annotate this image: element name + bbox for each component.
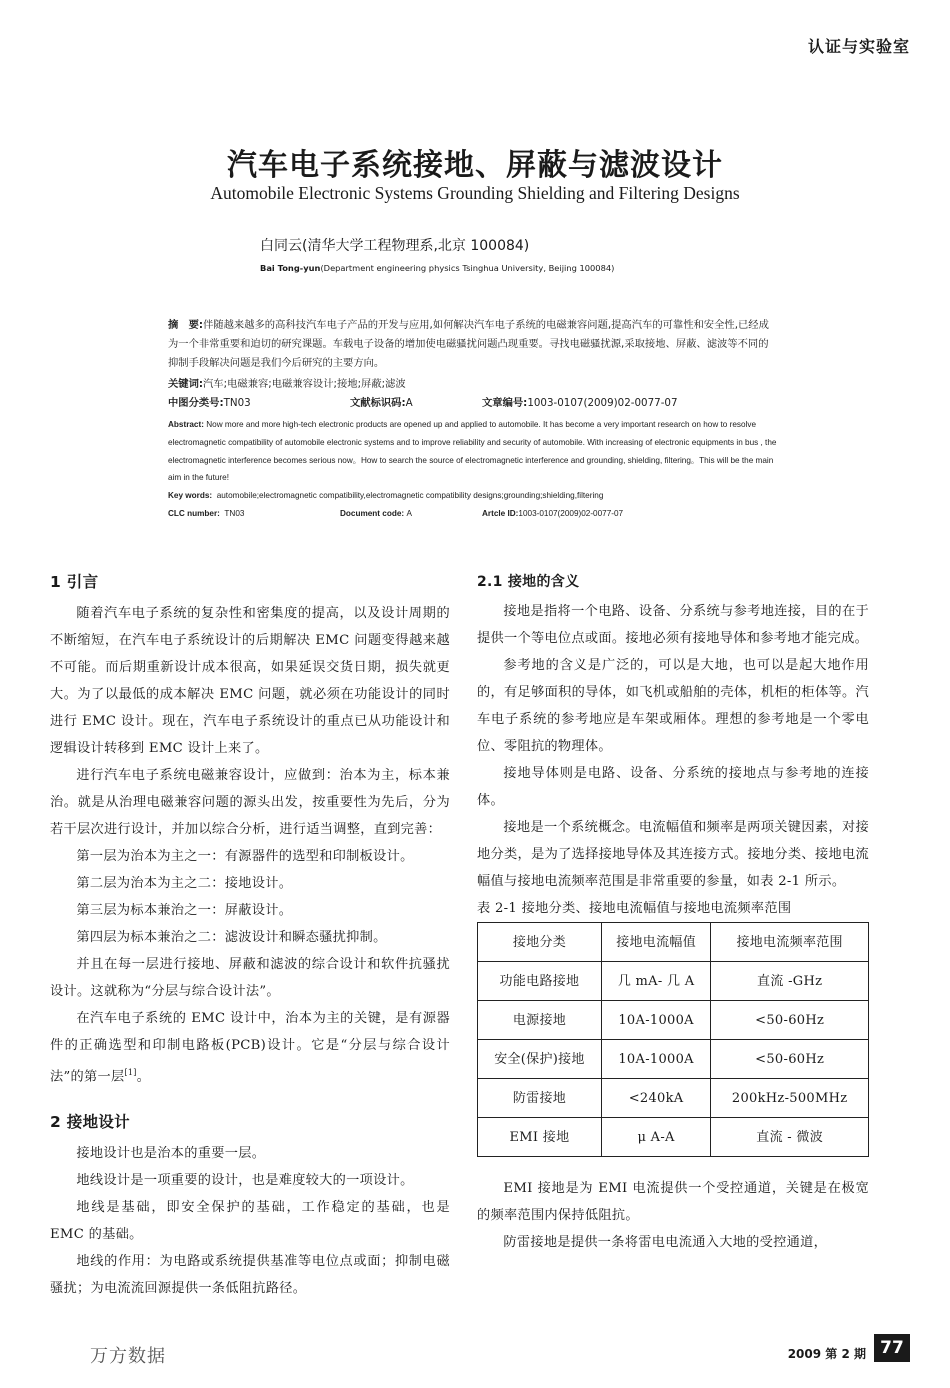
abstract-cn-label: 摘 要:	[168, 319, 204, 331]
table-row	[478, 1118, 869, 1157]
table-cell: 200kHz-500MHz	[711, 1079, 869, 1118]
paragraph: 参考地的含义是广泛的，可以是大地，也可以是起大地作用的，有足够面积的导体，如飞机或船舶的壳体，机柜的柜体等。汽车电子系统的参考地应是车架或厢体。理想的参考地是一个零电位、零阻抗的物理体。	[477, 658, 869, 754]
table-header-cell: 接地分类	[478, 923, 602, 962]
paragraph: 随着汽车电子系统的复杂性和密集度的提高，以及设计周期的不断缩短，在汽车电子系统设计的后期解决 EMC 问题变得越来越不可能。而后期重新设计成本很高，如果延误交货日期，损失就更大。为了以最低的成本解决 EMC 问题，就必须在功能设计的同时进行 EMC 设计。现在，汽车电子系统设计的重点已从功能设计和逻辑设计转移到 EMC 设计上来了。	[50, 606, 450, 756]
meta-en-row	[168, 505, 778, 523]
table-header-cell: 接地电流幅值	[601, 923, 710, 962]
issue-info: 2009 第 2 期	[787, 1347, 866, 1361]
paragraph: 并且在每一层进行接地、屏蔽和滤波的综合设计和软件抗骚扰设计。这就称为“分层与综合设计法”。	[50, 957, 450, 999]
clc-cn-label: 中图分类号:	[168, 397, 224, 409]
layer-item-3: 第三层为标本兼治之一：屏蔽设计。	[76, 903, 293, 918]
author-en-affiliation: (Department engineering physics Tsinghua University, Beijing 100084)	[320, 263, 615, 273]
table-caption: 表 2-1 接地分类、接地电流幅值与接地电流频率范围	[477, 901, 792, 916]
table-cell: EMI 接地	[478, 1118, 602, 1157]
layer-item-4: 第四层为标本兼治之二：滤波设计和瞬态骚扰抑制。	[76, 930, 387, 945]
paragraph: EMI 接地是为 EMI 电流提供一个受控通道，关键是在极宽的频率范围内保持低阻抗。	[477, 1181, 869, 1223]
table-header-row	[478, 923, 869, 962]
layer-item-2: 第二层为治本为主之二：接地设计。	[76, 876, 293, 891]
watermark: 万方数据	[90, 1346, 166, 1367]
doc-code-en-value: A	[406, 508, 412, 518]
abstract-en-label: Abstract:	[168, 420, 204, 429]
paragraph: 接地设计也是治本的重要一层。	[76, 1146, 266, 1162]
keywords-en	[168, 487, 778, 505]
paragraph	[50, 1005, 450, 1090]
table-row	[478, 1040, 869, 1079]
author-en-name: Bai Tong-yun	[260, 263, 321, 273]
title-chinese: 汽车电子系统接地、屏蔽与滤波设计	[227, 148, 723, 183]
abstract-en	[168, 416, 778, 487]
paragraph: 地线是基础，即安全保护的基础，工作稳定的基础，也是 EMC 的基础。	[50, 1200, 450, 1243]
paragraph-text: 在汽车电子系统的 EMC 设计中，治本为主的关键，是有源器件的正确选型和印制电路板(PCB)设计。它是“分层与综合设计法”的第一层	[50, 1011, 450, 1085]
table-cell: 直流 -GHz	[711, 962, 869, 1001]
keywords-cn	[168, 375, 778, 394]
paragraph: 地线设计是一项重要的设计，也是难度较大的一项设计。	[76, 1173, 414, 1189]
table-cell: <50-60Hz	[711, 1040, 869, 1079]
table-cell: 防雷接地	[478, 1079, 602, 1118]
abstract-en-text: Now more and more high-tech electronic products are opened up and applied to automobile. It has become a very important research on how to resolve electromagnetic compatibility of automobile electronic systems and to improve reliability and security of automobile. With increasing of electronic equipments in bus , the electromagnetic interference becomes serious now。How to search the source of electromagnetic interference and grounding, shielding, filtering。This will be the main aim in the future!	[168, 420, 777, 483]
clc-en	[168, 505, 340, 523]
table-header-cell: 接地电流频率范围	[711, 923, 869, 962]
meta-cn-row	[168, 394, 778, 413]
article-id-en-value: 1003-0107(2009)02-0077-07	[518, 508, 624, 518]
title-english: Automobile Electronic Systems Grounding Shielding and Filtering Designs	[210, 183, 740, 203]
doc-code-cn-label: 文献标识码:	[350, 397, 406, 409]
grounding-table	[477, 922, 869, 1157]
keywords-cn-text: 汽车;电磁兼容;电磁兼容设计;接地;屏蔽;滤波	[203, 378, 406, 390]
table-cell: 功能电路接地	[478, 962, 602, 1001]
section-header: 认证与实验室	[807, 37, 910, 56]
table-cell: μ A-A	[601, 1118, 710, 1157]
abstract-cn-text: 伴随越来越多的高科技汽车电子产品的开发与应用,如何解决汽车电子系统的电磁兼容问题,提高汽车的可靠性和安全性,已经成为一个非常重要和迫切的研究课题。车载电子设备的增加使电磁骚扰问题凸现重要。寻找电磁骚扰源,采取接地、屏蔽、滤波等不同的抑制手段解决问题是我们今后研究的主要方向。	[168, 319, 769, 369]
paragraph: 地线的作用：为电路或系统提供基准等电位点或面；抑制电磁骚扰；为电流流回源提供一条低阻抗路径。	[50, 1254, 450, 1297]
table-cell: <50-60Hz	[711, 1001, 869, 1040]
table-cell: 直流 - 微波	[711, 1118, 869, 1157]
section-2-1-heading: 2.1 接地的含义	[477, 574, 580, 590]
doc-code-en	[340, 505, 482, 523]
table-cell: 10A-1000A	[601, 1040, 710, 1079]
article-id-cn	[482, 394, 678, 413]
paragraph: 进行汽车电子系统电磁兼容设计，应做到：治本为主，标本兼治。就是从治理电磁兼容问题的源头出发，按重要性为先后，分为若干层次进行设计，并加以综合分析，进行适当调整，直到完善：	[50, 768, 450, 837]
clc-en-label: CLC number:	[168, 508, 220, 518]
page-number: 77	[874, 1334, 910, 1362]
table-cell: 10A-1000A	[601, 1001, 710, 1040]
abstract-cn	[168, 316, 778, 373]
article-id-en-label: Artcle ID:	[482, 508, 519, 518]
paragraph: 防雷接地是提供一条将雷电电流通入大地的受控通道，	[503, 1235, 828, 1250]
author-chinese: 白同云(清华大学工程物理系,北京 100084)	[260, 238, 530, 254]
clc-cn	[168, 394, 350, 413]
left-column	[50, 570, 450, 1302]
doc-code-en-label: Document code:	[340, 508, 405, 518]
doc-code-cn-value: A	[405, 397, 413, 409]
citation-ref: [1]	[124, 1068, 137, 1077]
paragraph: 接地是指将一个电路、设备、分系统与参考地连接，目的在于提供一个等电位点或面。接地必须有接地导体和参考地才能完成。	[477, 604, 869, 646]
keywords-en-text: automobile;electromagnetic compatibility,electromagnetic compatibility designs;grounding;shielding,filtering	[216, 491, 604, 501]
right-column	[477, 570, 869, 1256]
paragraph: 接地导体则是电路、设备、分系统的接地点与参考地的连接体。	[477, 766, 869, 808]
doc-code-cn	[350, 394, 482, 413]
article-id-cn-value: 1003-0107(2009)02-0077-07	[527, 397, 678, 409]
table-row	[478, 962, 869, 1001]
table-cell: <240kA	[601, 1079, 710, 1118]
author-english	[260, 263, 614, 273]
clc-cn-value: TN03	[223, 397, 251, 409]
table-row	[478, 1079, 869, 1118]
clc-en-value: TN03	[224, 508, 245, 518]
layer-item-1: 第一层为治本为主之一：有源器件的选型和印制板设计。	[76, 849, 414, 864]
keywords-cn-label: 关键词:	[168, 378, 204, 390]
table-cell: 电源接地	[478, 1001, 602, 1040]
section-2-heading: 2 接地设计	[50, 1113, 130, 1132]
abstract-block	[168, 316, 778, 523]
paragraph: 接地是一个系统概念。电流幅值和频率是两项关键因素，对接地分类，是为了选择接地导体及其连接方式。接地分类、接地电流幅值与接地电流频率范围是非常重要的参量，如表 2-1 所示。	[477, 820, 869, 889]
keywords-en-label: Key words:	[168, 491, 213, 501]
section-1-heading: 1 引言	[50, 573, 99, 591]
table-row	[478, 1001, 869, 1040]
paragraph-end: 。	[136, 1069, 151, 1085]
article-id-en	[482, 505, 623, 523]
table-cell: 安全(保护)接地	[478, 1040, 602, 1079]
article-id-cn-label: 文章编号:	[482, 397, 528, 409]
table-cell: 几 mA- 几 A	[601, 962, 710, 1001]
